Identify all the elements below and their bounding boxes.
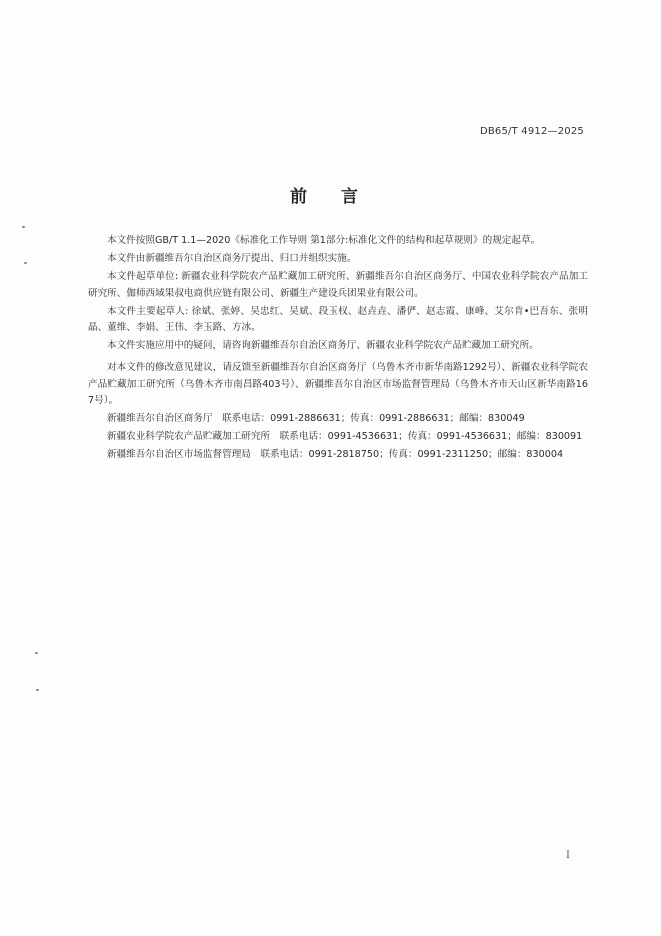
paragraph-inquiries: 本文件实施应用中的疑问，请咨询新疆维吾尔自治区商务厅、新疆农业科学院农产品贮藏加工研究所。	[107, 340, 539, 352]
scan-mark	[22, 226, 25, 228]
paragraph-proposer: 本文件由新疆维吾尔自治区商务厅提出、归口并组织实施。	[107, 253, 357, 265]
page-title: 前 言	[290, 187, 372, 207]
scan-mark	[36, 689, 39, 691]
contact-commerce-dept: 新疆维吾尔自治区商务厅 联系电话：0991-2886631；传真：0991-2886631；邮编：830049	[107, 413, 525, 425]
foreword-body	[88, 233, 588, 466]
paragraph-feedback: 对本文件的修改意见建议，请反馈至新疆维吾尔自治区商务厅（乌鲁木齐市新华南路1292号）、新疆农业科学院农产品贮藏加工研究所（乌鲁木齐市南昌路403号）、新疆维吾尔自治区市场监督管理局（乌鲁木齐市天山区新华南路167号）。	[88, 362, 588, 406]
document-id: DB65/T 4912—2025	[479, 126, 584, 137]
page-number: I	[566, 850, 570, 861]
contact-agri-institute: 新疆农业科学院农产品贮藏加工研究所 联系电话：0991-4536631；传真：0991-4536631；邮编：830091	[107, 431, 583, 443]
contact-market-supervision: 新疆维吾尔自治区市场监督管理局 联系电话：0991-2818750；传真：0991-2311250；邮编：830004	[107, 449, 564, 461]
paragraph-drafting-units: 本文件起草单位: 新疆农业科学院农产品贮藏加工研究所、新疆维吾尔自治区商务厅、中国农业科学院农产品加工研究所、伽师西域果叔电商供应链有限公司、新疆生产建设兵团果业有限公司。	[88, 271, 588, 299]
scan-mark	[24, 262, 27, 264]
paragraph-drafters: 本文件主要起草人: 徐斌、张婷、吴忠红、吴斌、段玉权、赵垚垚、潘俨、赵志霞、康峰、艾尔肯•巴吾东、张明晶、董维、李娟、王伟、李玉路、方冰。	[88, 305, 588, 334]
scan-mark	[35, 652, 38, 654]
paragraph-standard-basis: 本文件按照GB/T 1.1—2020《标准化工作导则 第1部分:标准化文件的结构和起草规则》的规定起草。	[107, 235, 541, 246]
